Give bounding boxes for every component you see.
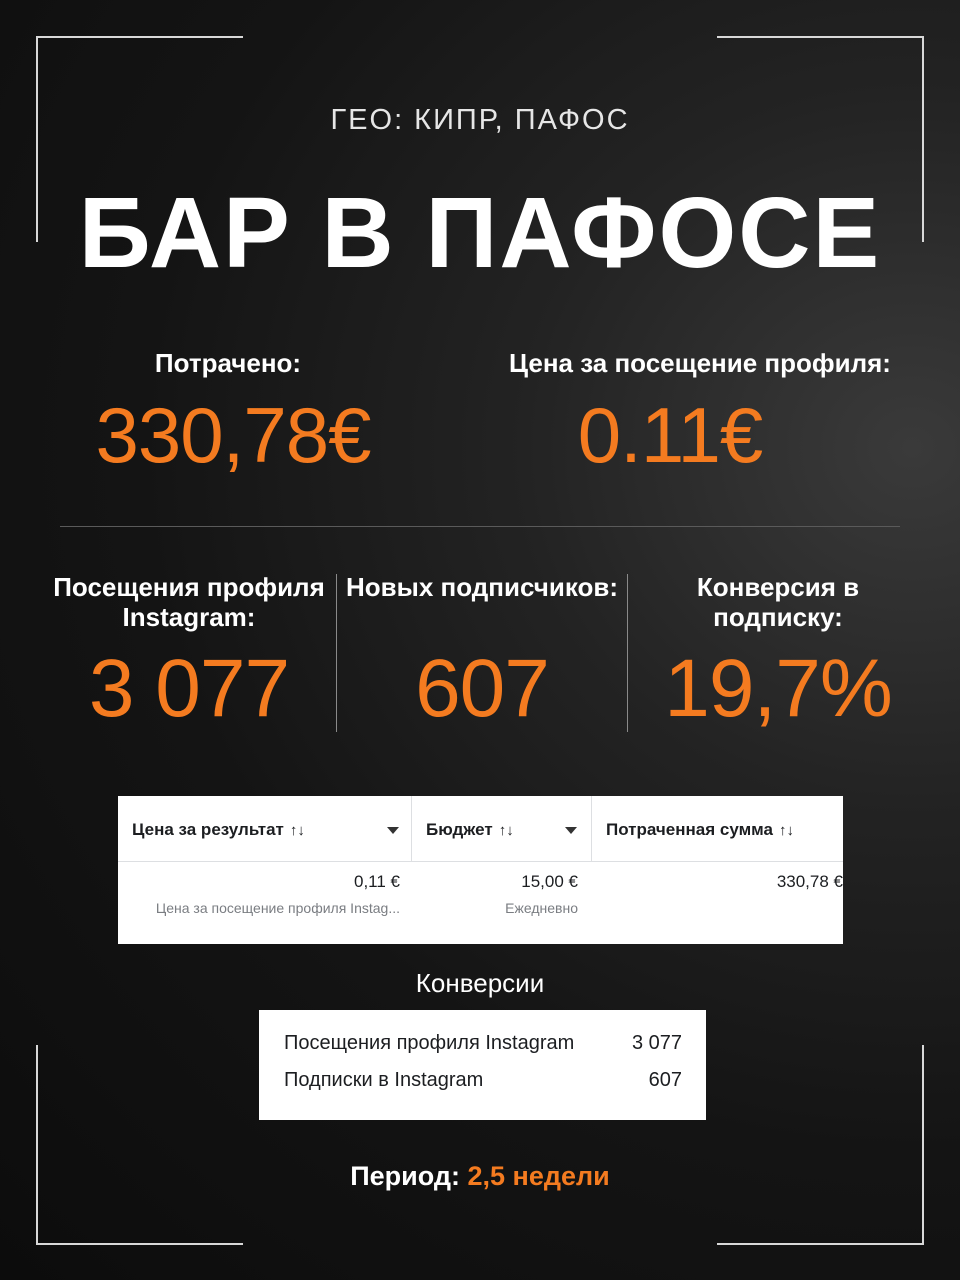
period-value: 2,5 недели — [467, 1161, 610, 1191]
cost-per-result-subtext: Цена за посещение профиля Instag... — [155, 900, 400, 916]
budget-cell: 15,00 € — [521, 872, 578, 891]
conversion-label: Конверсия в подписку: — [696, 572, 860, 632]
section-divider — [60, 526, 900, 527]
column-budget-label: Бюджет — [426, 820, 493, 839]
visits-label — [40, 572, 338, 632]
frame-corner-top-right-h — [717, 36, 924, 38]
budget-subtext: Ежедневно — [505, 900, 578, 916]
frame-corner-bottom-left-v — [36, 1045, 38, 1245]
conversion-row-value: 607 — [648, 1069, 682, 1091]
conversions-table — [259, 1010, 706, 1120]
period-label: Период: — [350, 1161, 460, 1191]
followers-value: 607 — [415, 643, 549, 734]
conversion-row-value: 3 077 — [631, 1032, 682, 1054]
spent-value: 330,78€ — [95, 391, 371, 479]
ads-results-table — [118, 796, 843, 944]
column-amount-spent[interactable] — [592, 796, 843, 862]
frame-corner-bottom-left-h — [36, 1243, 243, 1245]
sort-icon[interactable]: ↑↓ — [498, 822, 514, 839]
column-cost-per-result-label: Цена за результат — [132, 820, 284, 839]
conversion-row-label: Посещения профиля Instagram — [284, 1032, 575, 1054]
column-amount-spent-label: Потраченная сумма — [606, 820, 773, 839]
frame-corner-bottom-right-h — [717, 1243, 924, 1245]
ads-table-header — [118, 796, 843, 862]
cost-per-visit-label: Цена за посещение профиля: — [509, 348, 891, 378]
stat-divider-1 — [336, 574, 337, 732]
chevron-down-icon[interactable] — [387, 827, 399, 834]
visits-label-line2: Instagram: — [122, 602, 256, 632]
period-line — [0, 1161, 960, 1192]
stat-divider-2 — [627, 574, 628, 732]
conversion-value: 19,7% — [664, 643, 892, 734]
amount-spent-cell: 330,78 € — [776, 872, 843, 891]
conversions-title: Конверсии — [415, 968, 545, 998]
column-cost-per-result[interactable] — [118, 796, 412, 862]
frame-corner-bottom-right-v — [922, 1045, 924, 1245]
column-budget[interactable] — [412, 796, 592, 862]
frame-corner-top-left-h — [36, 36, 243, 38]
sort-icon[interactable]: ↑↓ — [289, 822, 305, 839]
followers-label: Новых подписчиков: — [345, 572, 619, 602]
sort-icon[interactable]: ↑↓ — [778, 822, 794, 839]
spent-label: Потрачено: — [154, 348, 302, 378]
cost-per-visit-value: 0.11€ — [577, 391, 763, 479]
geo-label: ГЕО: КИПР, ПАФОС — [330, 104, 630, 136]
conversion-row-label: Подписки в Instagram — [284, 1069, 484, 1091]
chevron-down-icon[interactable] — [565, 827, 577, 834]
visits-label-line1: Посещения профиля — [53, 572, 325, 602]
cost-per-result-cell: 0,11 € — [353, 872, 400, 891]
page-title: БАР В ПАФОСЕ — [78, 177, 882, 289]
visits-value: 3 077 — [88, 643, 290, 734]
